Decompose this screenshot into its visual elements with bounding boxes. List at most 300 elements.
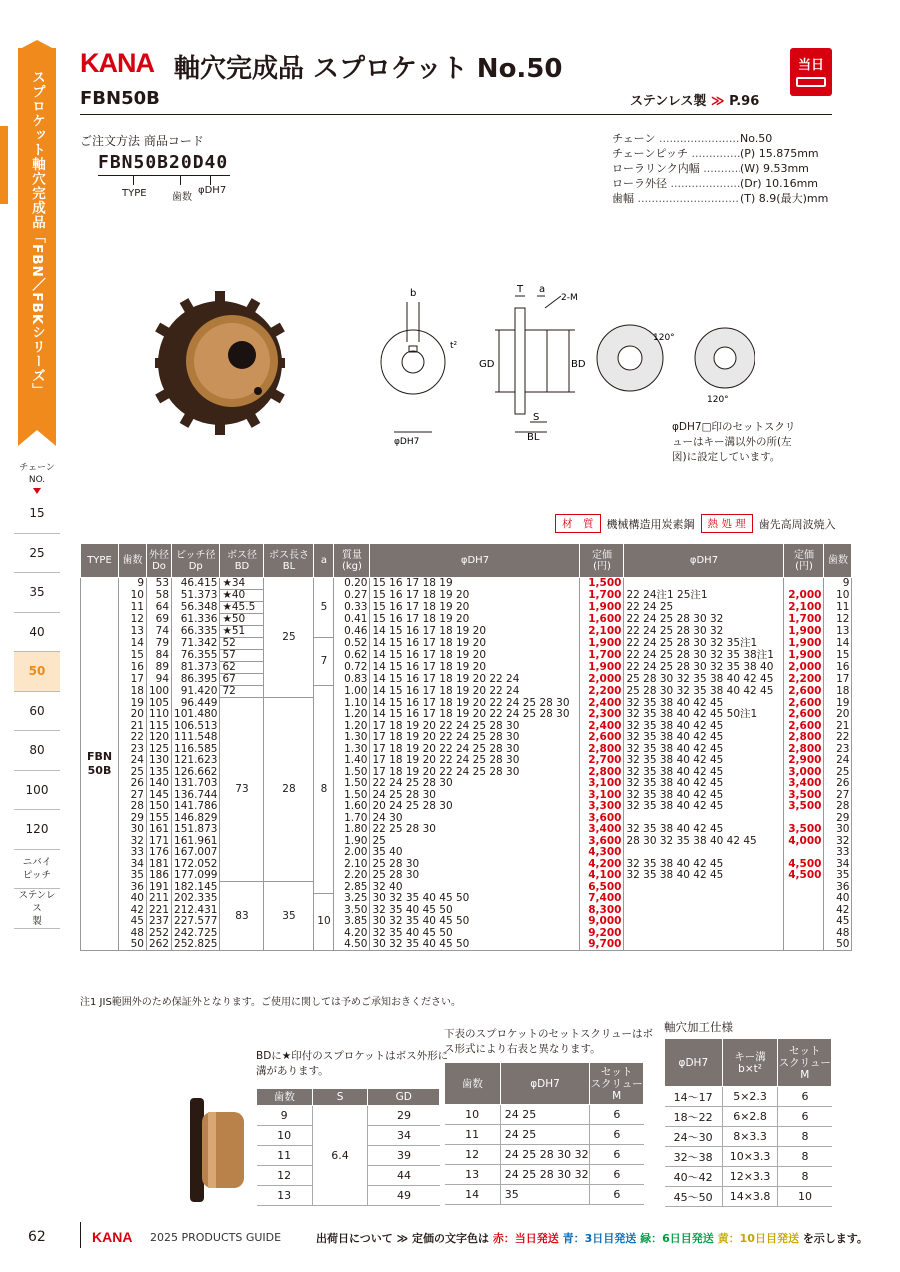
- bore-range-cell: 18〜22: [665, 1107, 723, 1127]
- teeth-cell: 30: [119, 824, 147, 836]
- footer-brand: KANA: [92, 1229, 133, 1245]
- order-code-teeth-label: 歯数: [172, 192, 192, 203]
- table-row: [81, 590, 852, 602]
- bore-spec-table: [664, 1038, 832, 1207]
- shipping-legend-suffix: を示します。: [802, 1232, 868, 1245]
- bore-list-cell: 32 40: [370, 882, 580, 894]
- spec-value: (P) 15.875mm: [740, 147, 819, 160]
- outer-dia-cell: 89: [147, 662, 172, 674]
- gd-cell: 44: [368, 1166, 440, 1186]
- price-cell-2: 1,900: [784, 638, 824, 650]
- sprocket-photo: [155, 288, 285, 438]
- mass-cell: 1.00: [334, 686, 370, 698]
- setscrew-cell: 6: [590, 1125, 644, 1145]
- teeth-cell-right: 42: [824, 905, 852, 917]
- shipping-red: 赤：当日発送: [492, 1232, 559, 1245]
- material-tag: 材 質: [555, 514, 601, 533]
- table-header-cell: ボス長さ BL: [264, 544, 314, 578]
- pitch-dia-cell: 46.415: [172, 578, 220, 590]
- teeth-cell-right: 20: [824, 709, 852, 721]
- product-code: FBN50B: [80, 88, 160, 109]
- side-view-drawing: [475, 282, 590, 447]
- bore-list-cell-2: [624, 578, 784, 590]
- teeth-cell: 36: [119, 882, 147, 894]
- side-category-label: スプロケット軸穴完成品「FBN／FBKシリーズ」: [29, 70, 45, 398]
- teeth-cell: 26: [119, 778, 147, 790]
- order-code-tick: [133, 175, 134, 185]
- teeth-cell: 50: [119, 939, 147, 951]
- side-band-notch: [18, 430, 56, 446]
- bore-list-cell-2: 32 35 38 40 42 45: [624, 790, 784, 802]
- spec-row: [612, 146, 828, 161]
- bore-list-cell: 15 16 17 18 19: [370, 578, 580, 590]
- outer-dia-cell: 150: [147, 801, 172, 813]
- price-cell-2: 4,500: [784, 859, 824, 871]
- dim-bore-label: φDH7: [394, 437, 420, 447]
- mass-cell: 1.20: [334, 721, 370, 733]
- pitch-dia-cell: 161.961: [172, 836, 220, 848]
- angle-label-2: 120°: [707, 395, 729, 405]
- nav-item-ニバイ-ピッチ[interactable]: ニバイ ピッチ: [14, 850, 60, 890]
- heat-treatment-tag: 熱 処 理: [701, 514, 753, 533]
- stainless-page: P.96: [729, 94, 760, 109]
- bore-list-cell: 14 15 16 17 18 19 20: [370, 626, 580, 638]
- teeth-cell-right: 14: [824, 638, 852, 650]
- spec-key: チェーン .....: [612, 131, 740, 146]
- teeth-cell: 25: [119, 767, 147, 779]
- bore-spec-title: 軸穴加工仕様: [664, 1020, 733, 1034]
- bore-list-cell: 14 15 16 17 18 19 20 22 24: [370, 674, 580, 686]
- pitch-dia-cell: 61.336: [172, 614, 220, 626]
- price-cell: 4,300: [580, 847, 624, 859]
- teeth-cell-right: 16: [824, 662, 852, 674]
- setscrew-exception-note: 下表のスプロケットのセットスクリューはボス形式により右表と異なります。: [444, 1028, 654, 1055]
- bore-list-cell: 17 18 19 20 22 24 25 28 30: [370, 767, 580, 779]
- order-code-tick: [180, 175, 181, 185]
- price-cell-2: [784, 928, 824, 940]
- table-row: [81, 893, 852, 905]
- table-row: [81, 847, 852, 859]
- bore-list-cell: 35 40: [370, 847, 580, 859]
- setscrew-note: φDH7□印のセットスクリューはキー溝以外の所(左図)に設定しています。: [672, 421, 796, 463]
- boss-dia-cell: ★51: [220, 626, 264, 638]
- price-cell: 1,900: [580, 638, 624, 650]
- table-row: [665, 1107, 832, 1127]
- dim-bl-label: BL: [527, 432, 540, 443]
- teeth-cell-right: 10: [824, 590, 852, 602]
- outer-dia-cell: 176: [147, 847, 172, 859]
- table-row: [81, 778, 852, 790]
- bore-list-cell-2: [624, 893, 784, 905]
- price-cell-2: 1,700: [784, 614, 824, 626]
- table-row: [81, 755, 852, 767]
- mass-cell: 0.46: [334, 626, 370, 638]
- teeth-cell-right: 33: [824, 847, 852, 859]
- price-cell-2: 1,900: [784, 626, 824, 638]
- spec-key: チェーンピッチ .....: [612, 146, 740, 161]
- bore-list-cell-2: [624, 916, 784, 928]
- dim-gd-label: GD: [479, 359, 495, 370]
- boss-groove-sprocket-photo: [180, 1090, 250, 1210]
- bore-list-cell-2: 32 35 38 40 42 45 50注1: [624, 709, 784, 721]
- bore-list-cell: 14 15 16 17 18 19 20: [370, 638, 580, 650]
- teeth-cell: 22: [119, 732, 147, 744]
- teeth-cell: 12: [119, 614, 147, 626]
- bore-list-cell-2: 28 30 32 35 38 40 42 45: [624, 836, 784, 848]
- teeth-cell: 34: [119, 859, 147, 871]
- s-value-cell: 6.4: [312, 1106, 368, 1206]
- mass-cell: 2.00: [334, 847, 370, 859]
- price-cell: 9,700: [580, 939, 624, 951]
- teeth-cell-right: 9: [824, 578, 852, 590]
- mass-cell: 1.50: [334, 767, 370, 779]
- table-row: [81, 939, 852, 951]
- table-header-cell: φDH7: [370, 544, 580, 578]
- setscrew-cell: 6: [590, 1185, 644, 1205]
- chain-number-nav: [14, 462, 60, 929]
- outer-dia-cell: 161: [147, 824, 172, 836]
- teeth-cell-right: 36: [824, 882, 852, 894]
- keyway-cell: 5×2.3: [722, 1087, 778, 1107]
- price-cell-2: 2,600: [784, 709, 824, 721]
- teeth-cell-right: 29: [824, 813, 852, 825]
- setscrew-cell: 6: [590, 1165, 644, 1185]
- teeth-cell: 9: [119, 578, 147, 590]
- teeth-cell: 24: [119, 755, 147, 767]
- same-day-truck-icon: [790, 48, 832, 96]
- spec-row: [612, 176, 828, 191]
- stainless-link-label: ステンレス製: [630, 94, 707, 109]
- pitch-dia-cell: 76.355: [172, 650, 220, 662]
- hub-end-views: [595, 318, 755, 408]
- spec-key: ローラリンク内幅 .....: [612, 161, 740, 176]
- boss-dia-cell: 52: [220, 638, 264, 650]
- sprocket-spec-table: [80, 543, 852, 951]
- bore-list-cell-2: [624, 905, 784, 917]
- table-row: [81, 602, 852, 614]
- price-cell: 2,400: [580, 721, 624, 733]
- shipping-legend: [316, 1230, 868, 1246]
- bore-list-cell-2: 32 35 38 40 42 45: [624, 698, 784, 710]
- dim-a-label: a: [539, 284, 546, 295]
- bore-cell: 24 25 28 30 32: [500, 1165, 590, 1185]
- table-header-cell: φDH7: [665, 1039, 723, 1087]
- bore-range-cell: 40〜42: [665, 1167, 723, 1187]
- price-cell: 1,600: [580, 614, 624, 626]
- bore-list-cell-2: [624, 847, 784, 859]
- price-cell-2: 2,000: [784, 590, 824, 602]
- price-cell-2: [784, 916, 824, 928]
- outer-dia-cell: 252: [147, 928, 172, 940]
- table-row: [665, 1147, 832, 1167]
- price-cell-2: 3,500: [784, 824, 824, 836]
- outer-dia-cell: 186: [147, 870, 172, 882]
- table-row: [81, 626, 852, 638]
- price-cell: 1,700: [580, 590, 624, 602]
- teeth-cell-right: 27: [824, 790, 852, 802]
- table-row: [81, 650, 852, 662]
- table-row: [257, 1106, 440, 1126]
- stainless-link[interactable]: [630, 90, 759, 109]
- boss-len-merged: 35: [264, 882, 314, 951]
- bore-list-cell: 22 25 28 30: [370, 824, 580, 836]
- price-cell: 9,000: [580, 916, 624, 928]
- order-code-example: FBN50B20D40: [98, 152, 229, 173]
- boss-s-gd-table: [256, 1088, 440, 1206]
- outer-dia-cell: 211: [147, 893, 172, 905]
- teeth-cell: 21: [119, 721, 147, 733]
- bore-list-cell: 14 15 16 17 18 19 20: [370, 650, 580, 662]
- nav-item-60[interactable]: 60: [14, 692, 60, 732]
- price-cell-2: 3,500: [784, 801, 824, 813]
- gd-cell: 49: [368, 1186, 440, 1206]
- teeth-cell-right: 48: [824, 928, 852, 940]
- boss-dia-cell: 62: [220, 662, 264, 674]
- bore-list-cell: 32 35 40 45 50: [370, 905, 580, 917]
- mass-cell: 2.20: [334, 870, 370, 882]
- table-header-cell: 歯数: [824, 544, 852, 578]
- keyway-cell: 8×3.3: [722, 1127, 778, 1147]
- price-cell-2: [784, 893, 824, 905]
- pitch-dia-cell: 182.145: [172, 882, 220, 894]
- table-header-cell: a: [314, 544, 334, 578]
- table-row: [81, 732, 852, 744]
- price-cell: 3,600: [580, 836, 624, 848]
- bore-list-cell: 32 35 40 45 50: [370, 928, 580, 940]
- outer-dia-cell: 53: [147, 578, 172, 590]
- gd-cell: 39: [368, 1146, 440, 1166]
- teeth-cell: 17: [119, 674, 147, 686]
- table-header-cell: ボス径 BD: [220, 544, 264, 578]
- price-cell-2: 2,100: [784, 602, 824, 614]
- price-cell: 3,300: [580, 801, 624, 813]
- bore-list-cell: 22 24 25 28 30: [370, 778, 580, 790]
- pitch-dia-cell: 167.007: [172, 847, 220, 859]
- teeth-cell: 35: [119, 870, 147, 882]
- spec-row: [612, 161, 828, 176]
- a-merged: 10: [314, 893, 334, 951]
- bore-list-cell: 17 18 19 20 22 24 25 28 30: [370, 755, 580, 767]
- price-cell-2: 2,800: [784, 744, 824, 756]
- bore-list-cell: 20 24 25 28 30: [370, 801, 580, 813]
- mass-cell: 1.10: [334, 698, 370, 710]
- table-row: [445, 1105, 644, 1125]
- header-divider: [80, 114, 832, 115]
- pitch-dia-cell: 146.829: [172, 813, 220, 825]
- price-cell: 2,800: [580, 767, 624, 779]
- table-header-cell: 歯数: [119, 544, 147, 578]
- mass-cell: 3.50: [334, 905, 370, 917]
- setscrew-exception-table: [444, 1062, 644, 1205]
- price-cell-2: 3,400: [784, 778, 824, 790]
- nav-item-25[interactable]: 25: [14, 534, 60, 574]
- setscrew-cell: 6: [778, 1087, 832, 1107]
- table-row: [445, 1125, 644, 1145]
- setscrew-cell: 8: [778, 1167, 832, 1187]
- teeth-cell-right: 22: [824, 732, 852, 744]
- teeth-cell: 10: [257, 1126, 313, 1146]
- outer-dia-cell: 110: [147, 709, 172, 721]
- mass-cell: 0.33: [334, 602, 370, 614]
- price-cell-2: [784, 578, 824, 590]
- shipping-blue: 青：3日目発送: [562, 1232, 637, 1245]
- pitch-dia-cell: 151.873: [172, 824, 220, 836]
- table-row: [665, 1127, 832, 1147]
- bore-list-cell-2: 32 35 38 40 42 45: [624, 801, 784, 813]
- bore-list-cell-2: 22 24注1 25注1: [624, 590, 784, 602]
- a-merged: 5: [314, 578, 334, 638]
- teeth-cell: 11: [257, 1146, 313, 1166]
- teeth-cell: 13: [257, 1186, 313, 1206]
- pitch-dia-cell: 116.585: [172, 744, 220, 756]
- nav-item-15[interactable]: 15: [14, 494, 60, 534]
- bore-list-cell: 30 32 35 40 45 50: [370, 893, 580, 905]
- bore-list-cell-2: 22 24 25: [624, 602, 784, 614]
- mass-cell: 1.20: [334, 709, 370, 721]
- outer-dia-cell: 191: [147, 882, 172, 894]
- nav-item-120[interactable]: 120: [14, 810, 60, 850]
- price-cell: 3,400: [580, 824, 624, 836]
- mass-cell: 1.90: [334, 836, 370, 848]
- bore-list-cell: 14 15 16 17 18 19 20: [370, 662, 580, 674]
- bore-list-cell-2: [624, 882, 784, 894]
- outer-dia-cell: 221: [147, 905, 172, 917]
- a-merged: 8: [314, 686, 334, 894]
- price-cell-2: 2,800: [784, 732, 824, 744]
- nav-item-100[interactable]: 100: [14, 771, 60, 811]
- nav-item-40[interactable]: 40: [14, 613, 60, 653]
- table-row: [81, 578, 852, 590]
- footnote-jis: 注1 JIS範囲外のため保証外となります。ご使用に関しては予めご承知おきください。: [80, 997, 461, 1008]
- spec-value: No.50: [740, 132, 773, 145]
- table-row: [665, 1167, 832, 1187]
- table-row: [445, 1165, 644, 1185]
- table-row: [81, 686, 852, 698]
- nav-item-50[interactable]: 50: [14, 652, 60, 692]
- table-header-cell: ピッチ径 Dp: [172, 544, 220, 578]
- pitch-dia-cell: 172.052: [172, 859, 220, 871]
- bore-range-cell: 45〜50: [665, 1187, 723, 1207]
- teeth-cell: 15: [119, 650, 147, 662]
- price-cell: 2,300: [580, 709, 624, 721]
- price-cell: 1,900: [580, 662, 624, 674]
- teeth-cell: 28: [119, 801, 147, 813]
- a-merged: 7: [314, 638, 334, 686]
- bore-range-cell: 32〜38: [665, 1147, 723, 1167]
- bore-list-cell: 25 28 30: [370, 870, 580, 882]
- price-cell-2: 4,000: [784, 836, 824, 848]
- mass-cell: 0.72: [334, 662, 370, 674]
- nav-item-80[interactable]: 80: [14, 731, 60, 771]
- setscrew-cell: 8: [778, 1127, 832, 1147]
- spec-key: ローラ外径 .....: [612, 176, 740, 191]
- nav-item-35[interactable]: 35: [14, 573, 60, 613]
- price-cell: 4,200: [580, 859, 624, 871]
- teeth-cell: 32: [119, 836, 147, 848]
- boss-len-merged: 28: [264, 698, 314, 882]
- pitch-dia-cell: 177.099: [172, 870, 220, 882]
- table-header-cell: φDH7: [624, 544, 784, 578]
- pitch-dia-cell: 91.420: [172, 686, 220, 698]
- teeth-cell-right: 11: [824, 602, 852, 614]
- boss-len-merged: 25: [264, 578, 314, 698]
- spec-value: (T) 8.9(最大)mm: [740, 192, 829, 205]
- setscrew-cell: 6: [590, 1105, 644, 1125]
- mass-cell: 0.27: [334, 590, 370, 602]
- teeth-cell: 13: [119, 626, 147, 638]
- table-row: [81, 638, 852, 650]
- dim-T-label: T: [517, 284, 524, 295]
- bore-list-cell-2: 32 35 38 40 42 45: [624, 732, 784, 744]
- gd-cell: 29: [368, 1106, 440, 1126]
- price-cell: 8,300: [580, 905, 624, 917]
- bore-list-cell-2: 22 24 25 28 30 32: [624, 614, 784, 626]
- price-cell: 3,100: [580, 778, 624, 790]
- pitch-dia-cell: 212.431: [172, 905, 220, 917]
- pitch-dia-cell: 56.348: [172, 602, 220, 614]
- bore-list-cell: 15 16 17 18 19 20: [370, 614, 580, 626]
- angle-label-1: 120°: [653, 333, 675, 343]
- pitch-dia-cell: 86.395: [172, 674, 220, 686]
- mass-cell: 3.25: [334, 893, 370, 905]
- dim-m-label: 2-M: [561, 293, 578, 303]
- price-cell: 2,600: [580, 732, 624, 744]
- table-header-cell: 定価 (円): [784, 544, 824, 578]
- price-cell-2: [784, 882, 824, 894]
- bore-list-cell: 25: [370, 836, 580, 848]
- outer-dia-cell: 145: [147, 790, 172, 802]
- pitch-dia-cell: 66.335: [172, 626, 220, 638]
- table-header-cell: GD: [368, 1089, 440, 1106]
- type-cell: FBN 50B: [81, 578, 119, 951]
- pitch-dia-cell: 242.725: [172, 928, 220, 940]
- table-header-cell: 歯数: [257, 1089, 313, 1106]
- teeth-cell: 13: [445, 1165, 501, 1185]
- teeth-cell-right: 23: [824, 744, 852, 756]
- bore-list-cell-2: [624, 928, 784, 940]
- bore-list-cell-2: 22 24 25 28 30 32 35 38注1: [624, 650, 784, 662]
- order-code-type-label: TYPE: [122, 188, 147, 199]
- bore-list-cell: 24 30: [370, 813, 580, 825]
- gd-cell: 34: [368, 1126, 440, 1146]
- outer-dia-cell: 135: [147, 767, 172, 779]
- bore-list-cell: 25 28 30: [370, 859, 580, 871]
- teeth-cell-right: 35: [824, 870, 852, 882]
- bore-list-cell-2: 32 35 38 40 42 45: [624, 859, 784, 871]
- bore-list-cell: 30 32 35 40 45 50: [370, 916, 580, 928]
- table-header-cell: 質量 (kg): [334, 544, 370, 578]
- outer-dia-cell: 115: [147, 721, 172, 733]
- table-header-cell: セット スクリュー M: [778, 1039, 832, 1087]
- teeth-cell: 27: [119, 790, 147, 802]
- order-method-label: ご注文方法 商品コード: [80, 134, 204, 148]
- pitch-dia-cell: 101.480: [172, 709, 220, 721]
- bore-cell: 24 25: [500, 1125, 590, 1145]
- mass-cell: 1.50: [334, 778, 370, 790]
- brand-logo: KANA: [80, 48, 154, 78]
- price-cell: 1,700: [580, 650, 624, 662]
- price-cell: 2,200: [580, 686, 624, 698]
- table-header-cell: φDH7: [500, 1063, 590, 1105]
- price-cell-2: 2,600: [784, 698, 824, 710]
- price-cell-2: 2,600: [784, 721, 824, 733]
- nav-item-ステンレス-製[interactable]: ステンレス 製: [14, 889, 60, 929]
- mass-cell: 4.20: [334, 928, 370, 940]
- bore-list-cell-2: 25 28 30 32 35 38 40 42 45: [624, 674, 784, 686]
- pitch-dia-cell: 136.744: [172, 790, 220, 802]
- outer-dia-cell: 100: [147, 686, 172, 698]
- boss-dia-cell: 57: [220, 650, 264, 662]
